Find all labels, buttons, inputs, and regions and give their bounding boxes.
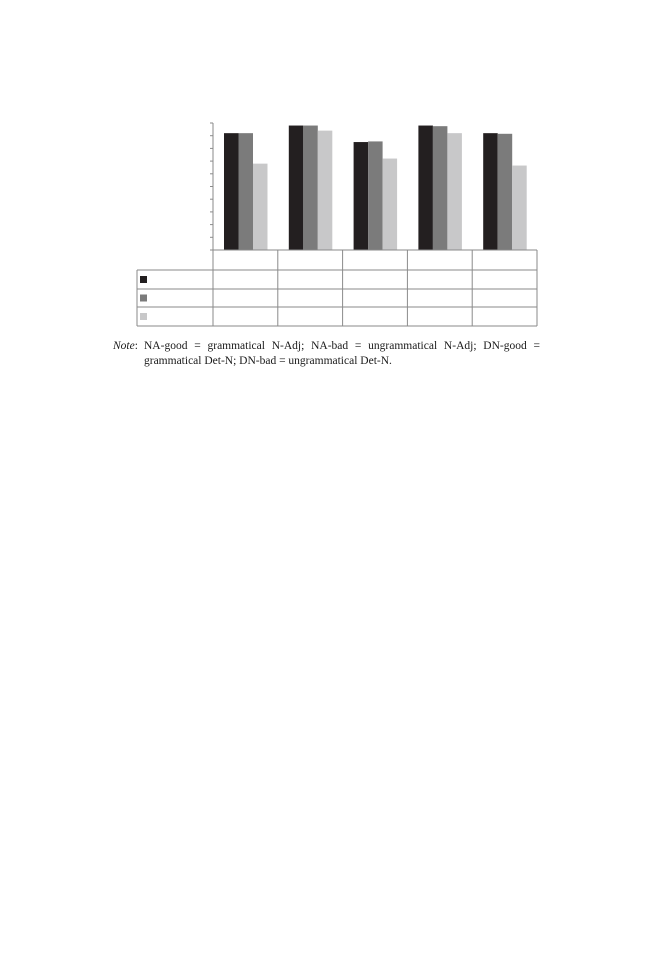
legend-key-3	[140, 313, 147, 320]
legend-key-2	[140, 295, 147, 302]
bar-s2-c1	[239, 133, 254, 250]
bar-s1-c4	[418, 126, 433, 250]
chart	[0, 0, 648, 340]
bar-s3-c3	[383, 159, 398, 250]
bar-s3-c5	[512, 166, 527, 250]
bar-s2-c4	[433, 126, 448, 250]
bar-s2-c2	[303, 126, 318, 250]
figure-note	[113, 339, 540, 369]
bar-s3-c2	[318, 131, 333, 250]
bar-s1-c3	[354, 142, 369, 250]
bar-s3-c1	[253, 164, 268, 250]
bar-s3-c4	[447, 133, 462, 250]
note-text: NA-good = grammatical N-Adj; NA-bad = ungrammatical N-Adj; DN-good = grammatical Det-N; DN-bad = ungrammatical Det-N.	[144, 340, 540, 367]
bar-s2-c3	[368, 141, 383, 250]
bar-s1-c1	[224, 133, 239, 250]
bar-s1-c5	[483, 133, 498, 250]
legend-key-1	[140, 276, 147, 283]
bar-s2-c5	[498, 134, 513, 250]
bar-s1-c2	[289, 126, 304, 250]
note-label: Note:	[113, 340, 138, 352]
